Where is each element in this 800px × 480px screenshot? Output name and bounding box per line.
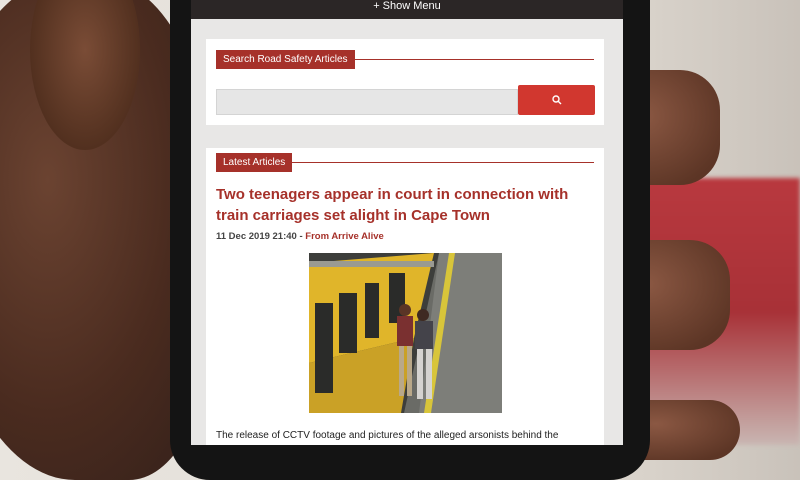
- search-card: [206, 39, 604, 125]
- search-section-header: [216, 50, 594, 69]
- section-divider: [292, 162, 594, 163]
- search-button[interactable]: [518, 85, 595, 115]
- article-excerpt: The release of CCTV footage and pictures of the alleged arsonists behind the: [216, 430, 559, 441]
- meta-separator: -: [296, 231, 306, 242]
- section-divider: [355, 59, 594, 60]
- articles-section-label: Latest Articles: [216, 153, 292, 172]
- show-menu-label: + Show Menu: [373, 0, 441, 12]
- show-menu-button[interactable]: [191, 0, 623, 19]
- articles-section-header: [216, 153, 594, 172]
- phone-screen: [191, 0, 623, 445]
- article-meta: [216, 231, 384, 242]
- latest-articles-card: [206, 148, 604, 445]
- search-icon: [552, 95, 562, 105]
- search-input[interactable]: [216, 89, 518, 115]
- article-source-link[interactable]: From Arrive Alive: [305, 231, 384, 242]
- article-title-link[interactable]: Two teenagers appear in court in connection with train carriages set alight in Cape Town: [216, 186, 569, 224]
- article-date: 11 Dec 2019 21:40: [216, 231, 297, 242]
- article-photo-illustration: [309, 253, 502, 413]
- search-section-label: Search Road Safety Articles: [216, 50, 355, 69]
- article-image[interactable]: [309, 253, 502, 413]
